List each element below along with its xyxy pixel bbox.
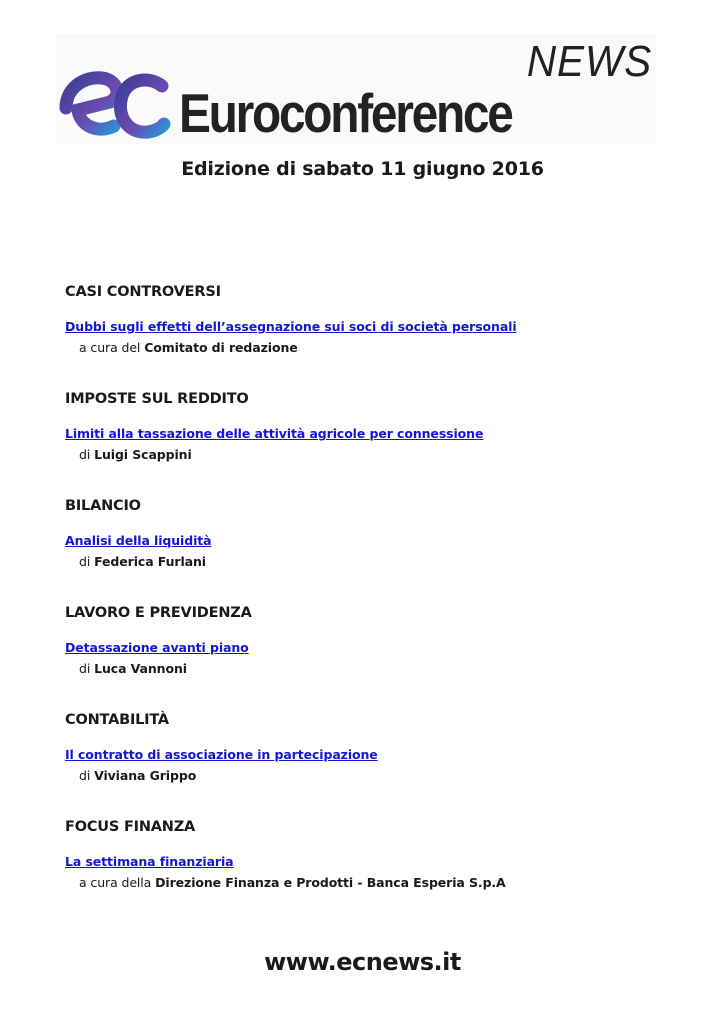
table-of-contents	[65, 284, 665, 926]
byline-prefix: di	[79, 554, 91, 569]
article-link[interactable]: Il contratto di associazione in partecipazione	[65, 747, 378, 762]
article-link[interactable]: Analisi della liquidità	[65, 533, 212, 548]
byline-prefix: a cura della	[79, 875, 152, 890]
section-casi-controversi	[65, 284, 665, 355]
byline-author: Luca Vannoni	[94, 661, 187, 676]
byline	[65, 661, 665, 676]
article-link[interactable]: Limiti alla tassazione delle attività agricole per connessione	[65, 426, 484, 441]
byline	[65, 340, 665, 355]
byline-author: Federica Furlani	[94, 554, 206, 569]
section-heading: BILANCIO	[65, 498, 141, 514]
byline-author: Luigi Scappini	[94, 447, 192, 462]
section-heading: LAVORO E PREVIDENZA	[65, 605, 252, 621]
section-focus-finanza	[65, 819, 665, 890]
section-heading: FOCUS FINANZA	[65, 819, 196, 835]
masthead	[56, 34, 656, 144]
byline-author: Direzione Finanza e Prodotti - Banca Esperia S.p.A	[155, 875, 506, 890]
brand-name: Euroconference	[179, 82, 512, 144]
article-link[interactable]: Detassazione avanti piano	[65, 640, 249, 655]
section-lavoro-e-previdenza	[65, 605, 665, 676]
byline-author: Viviana Grippo	[94, 768, 197, 783]
byline	[65, 447, 665, 462]
byline-prefix: a cura del	[79, 340, 141, 355]
section-heading: CASI CONTROVERSI	[65, 284, 221, 300]
byline-prefix: di	[79, 661, 91, 676]
byline-author: Comitato di redazione	[144, 340, 298, 355]
article-link[interactable]: Dubbi sugli effetti dell’assegnazione sui soci di società personali	[65, 319, 517, 334]
section-contabilita	[65, 712, 665, 783]
section-heading: IMPOSTE SUL REDDITO	[65, 391, 249, 407]
byline-prefix: di	[79, 768, 91, 783]
byline	[65, 768, 665, 783]
euroconference-logo-icon	[56, 70, 171, 142]
byline	[65, 875, 665, 890]
byline	[65, 554, 665, 569]
article-link[interactable]: La settimana finanziaria	[65, 854, 234, 869]
edition-title: Edizione di sabato 11 giugno 2016	[181, 158, 544, 180]
section-bilancio	[65, 498, 665, 569]
footer-url: www.ecnews.it	[264, 948, 461, 976]
byline-prefix: di	[79, 447, 91, 462]
news-wordmark: NEWS	[526, 37, 652, 86]
section-heading: CONTABILITÀ	[65, 712, 169, 728]
section-imposte-sul-reddito	[65, 391, 665, 462]
